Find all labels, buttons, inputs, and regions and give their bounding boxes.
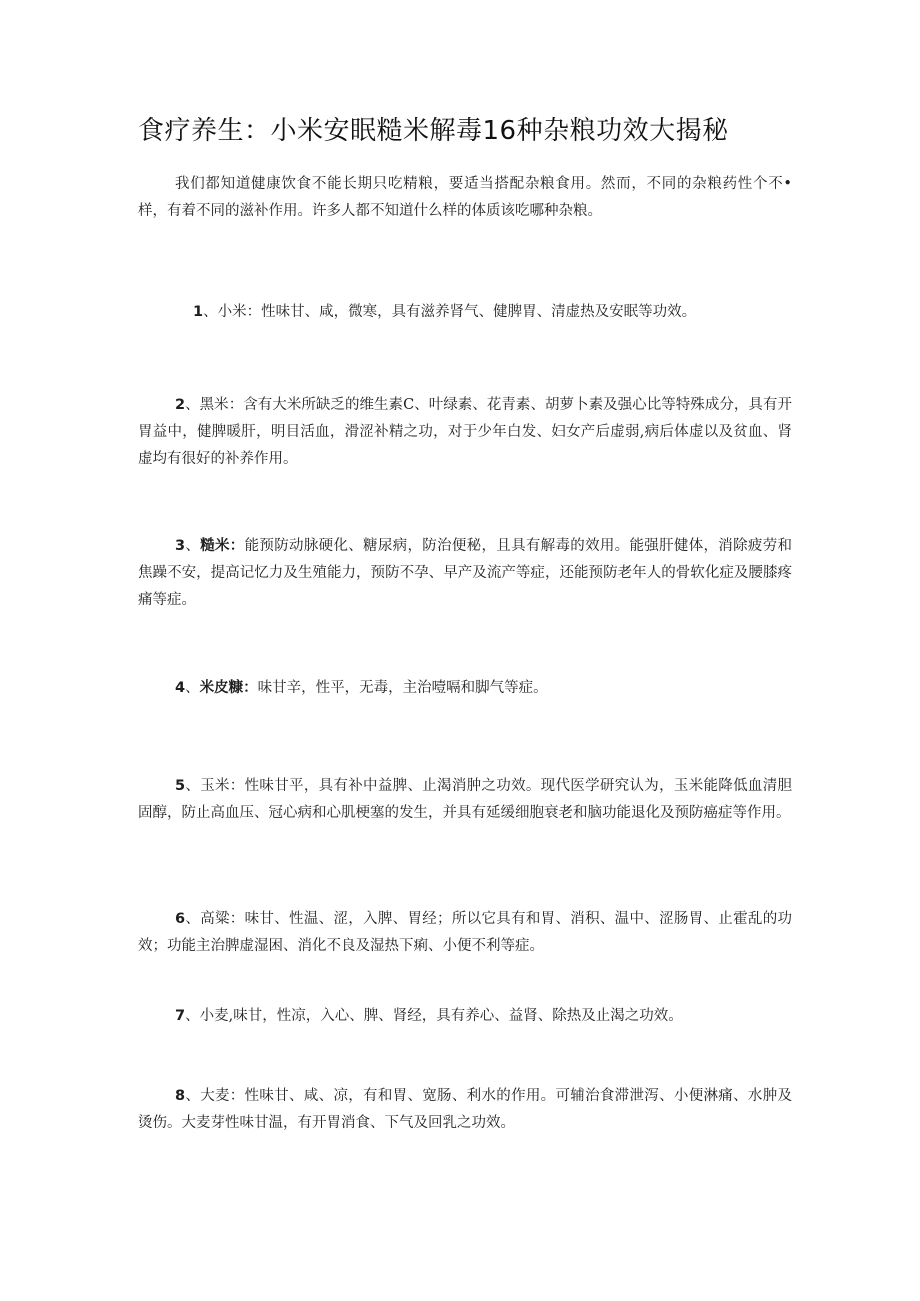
list-item: [138, 906, 792, 960]
item-number: 7: [175, 1008, 186, 1024]
item-text: 性味甘、咸，微寒，具有滋养肾气、健脾胃、清虚热及安眠等功效。: [261, 304, 697, 320]
list-item: [138, 674, 792, 702]
item-name: 黑米：: [199, 397, 244, 413]
list-item: [138, 773, 792, 827]
item-name: 米皮糠：: [199, 679, 258, 696]
item-name: 高粱：: [200, 911, 245, 927]
item-separator: 、: [185, 1008, 200, 1024]
item-number: 4: [175, 680, 186, 696]
item-separator: 、: [185, 680, 200, 696]
item-name: 玉米：: [200, 778, 245, 794]
item-number: 8: [175, 1088, 186, 1104]
item-number: 6: [175, 911, 186, 927]
list-item: [138, 1003, 792, 1030]
list-item: [138, 532, 792, 614]
item-text: 性味甘平，具有补中益脾、止渴消肿之功效。现代医学研究认为，玉米能降低血清胆固醇，防止高血压、冠心病和心肌梗塞的发生，并具有延缓细胞衰老和脑功能退化及预防癌症等作用。: [138, 778, 793, 821]
list-item: [138, 392, 792, 473]
item-text: 味甘辛，性平，无毒，主治噎嗝和脚气等症。: [257, 680, 548, 696]
item-separator: 、: [185, 538, 201, 554]
item-separator: 、: [185, 1088, 201, 1104]
item-number: 5: [175, 778, 186, 794]
item-name: 小米：: [217, 304, 262, 320]
item-separator: 、: [203, 304, 218, 320]
item-separator: 、: [185, 397, 200, 413]
item-number: 1: [193, 304, 204, 320]
list-item: [138, 299, 792, 326]
item-text: 含有大米所缺乏的维生素C、叶绿素、花青素、胡萝卜素及强心比等特殊成分，具有开胃益中，健脾暖肝，明目活血，滑涩补精之功，对于少年白发、妇女产后虚弱,病后体虚以及贫血、肾虚均有很好的补养作用。: [138, 397, 792, 467]
item-name: 大麦：: [200, 1088, 245, 1104]
item-separator: 、: [185, 778, 201, 794]
item-separator: 、: [185, 911, 201, 927]
list-item: [138, 1083, 792, 1137]
item-text: 味甘、性温、涩，入脾、胃经；所以它具有和胃、消积、温中、涩肠胃、止霍乱的功效；功能主治脾虚湿困、消化不良及湿热下痢、小便不利等症。: [138, 911, 793, 954]
intro-paragraph: 我们都知道健康饮食不能长期只吃精粮，要适当搭配杂粮食用。然而，不同的杂粮药性个不•样，有着不同的滋补作用。许多人都不知道什么样的体质该吃哪种杂粮。: [138, 176, 792, 219]
item-text: 性味甘、咸、凉，有和胃、宽肠、利水的作用。可辅治食滞泄泻、小便淋痛、水肿及烫伤。大麦芽性味甘温，有开胃消食、下气及回乳之功效。: [138, 1088, 793, 1131]
page-title: 食疗养生：小米安眠糙米解毒16种杂粮功效大揭秘: [138, 116, 729, 146]
item-name: 小麦,: [199, 1008, 234, 1024]
item-number: 3: [175, 538, 186, 554]
item-number: 2: [175, 397, 186, 413]
item-text: 能预防动脉硬化、糖尿病，防治便秘，且具有解毒的效用。能强肝健体，消除疲劳和焦躁不安，提高记忆力及生殖能力，预防不孕、早产及流产等症，还能预防老年人的骨软化症及腰膝疼痛等症。: [138, 538, 793, 608]
item-name: 糙米：: [200, 537, 245, 554]
item-text: 味甘，性凉，入心、脾、肾经，具有养心、益肾、除热及止渴之功效。: [233, 1008, 683, 1024]
